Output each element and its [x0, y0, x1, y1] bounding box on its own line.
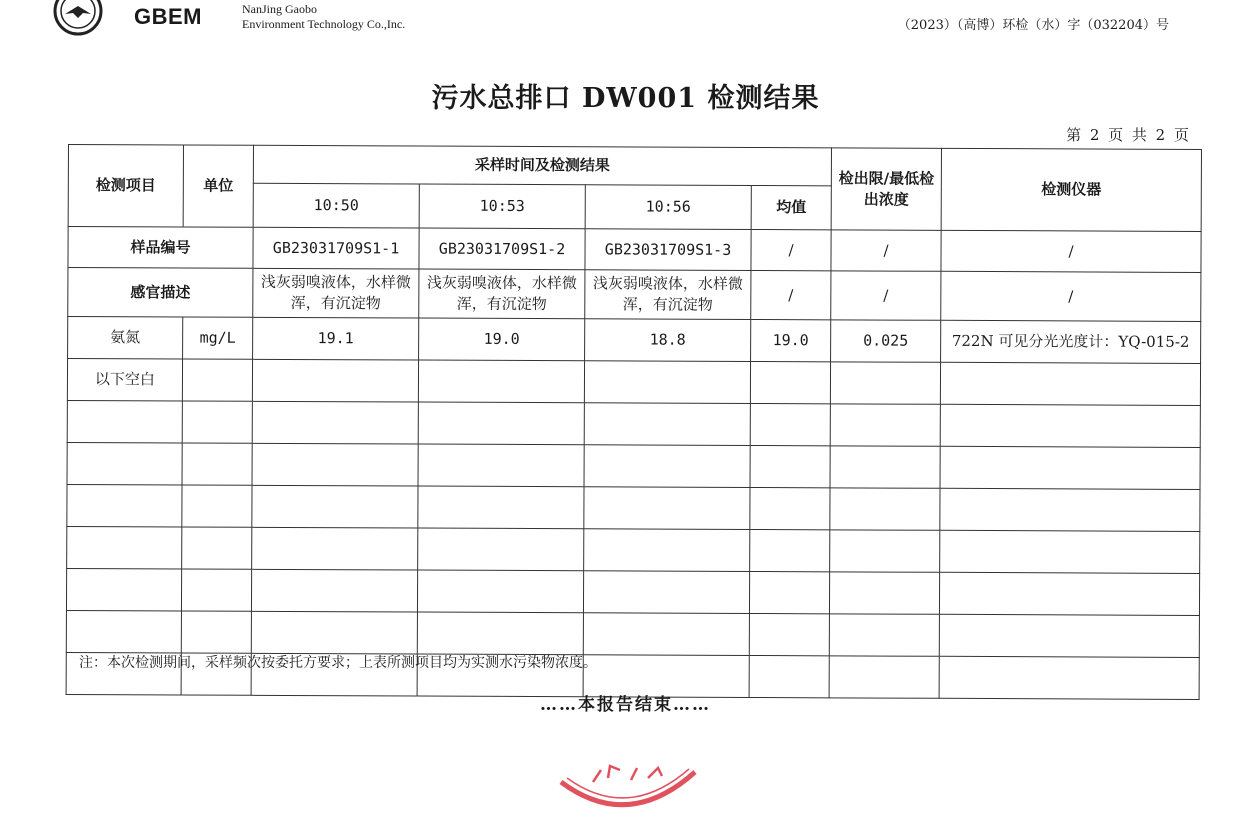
desc-instrument-cell: / — [941, 271, 1201, 321]
empty-row — [67, 442, 1200, 489]
company-seal-icon — [53, 0, 103, 36]
sample-id: GB23031709S1-1 — [253, 227, 419, 269]
sensory-description: 浅灰弱嗅液体，水样微浑，有沉淀物 — [585, 270, 751, 320]
empty-row — [67, 526, 1200, 573]
item-name: 氨氮 — [68, 317, 183, 360]
result-average: 19.0 — [751, 319, 831, 361]
table-row — [68, 268, 1201, 322]
empty-row — [67, 400, 1200, 447]
sample-instrument-cell: / — [941, 230, 1201, 272]
company-name — [242, 2, 405, 32]
company-line-2: Environment Technology Co.,Inc. — [242, 17, 406, 31]
desc-avg-cell: / — [751, 270, 831, 319]
header-time: 10:53 — [419, 184, 585, 229]
result-table — [66, 144, 1202, 700]
red-seal-stamp — [553, 764, 703, 819]
page-title: 污水总排口 DW001 检测结果 — [431, 83, 820, 114]
item-unit: mg/L — [183, 317, 253, 359]
empty-row — [67, 484, 1200, 531]
sensory-description: 浅灰弱嗅液体，水样微浑，有沉淀物 — [419, 269, 585, 319]
header-detection-limit: 检出限/最低检出浓度 — [831, 148, 941, 230]
header-average: 均值 — [751, 185, 831, 229]
header-unit: 单位 — [183, 145, 253, 227]
header-time: 10:50 — [253, 183, 419, 228]
report-number: （2023）（高博）环检（水）字（032204）号 — [897, 18, 1169, 33]
header-time: 10:56 — [585, 185, 751, 230]
sample-id: GB23031709S1-2 — [419, 228, 585, 270]
header-sampling-group: 采样时间及检测结果 — [253, 145, 831, 186]
sample-id: GB23031709S1-3 — [585, 229, 751, 271]
empty-row — [66, 568, 1199, 615]
row-label-sample-id: 样品编号 — [68, 227, 253, 269]
empty-row — [66, 610, 1199, 657]
result-value: 19.1 — [253, 317, 419, 360]
company-line-1: NanJing Gaobo — [242, 2, 317, 16]
result-value: 19.0 — [419, 318, 585, 361]
desc-limit-cell: / — [831, 271, 941, 320]
instrument-name: 722N 可见分光光度计：YQ-015-2 — [941, 320, 1201, 363]
row-label-description: 感官描述 — [68, 268, 253, 318]
sample-limit-cell: / — [831, 230, 941, 271]
table-row — [68, 317, 1201, 364]
table-note: 注：本次检测期间，采样频次按委托方要求；上表所测项目均为实测水污染物浓度。 — [79, 655, 597, 671]
header-instrument: 检测仪器 — [941, 148, 1201, 231]
brand-name: GBEM — [134, 4, 202, 29]
blank-below-label: 以下空白 — [67, 359, 182, 402]
page-indicator: 第 2 页 共 2 页 — [1066, 126, 1191, 144]
sensory-description: 浅灰弱嗅液体，水样微浑，有沉淀物 — [253, 268, 419, 318]
table-row — [68, 227, 1201, 273]
report-end-marker: ……本报告结束…… — [540, 695, 711, 715]
header-item: 检测项目 — [68, 145, 183, 228]
detection-limit: 0.025 — [831, 320, 941, 362]
table-row — [67, 359, 1200, 406]
header-row-1 — [68, 145, 1201, 188]
result-value: 18.8 — [585, 319, 751, 362]
sample-avg-cell: / — [751, 229, 831, 270]
